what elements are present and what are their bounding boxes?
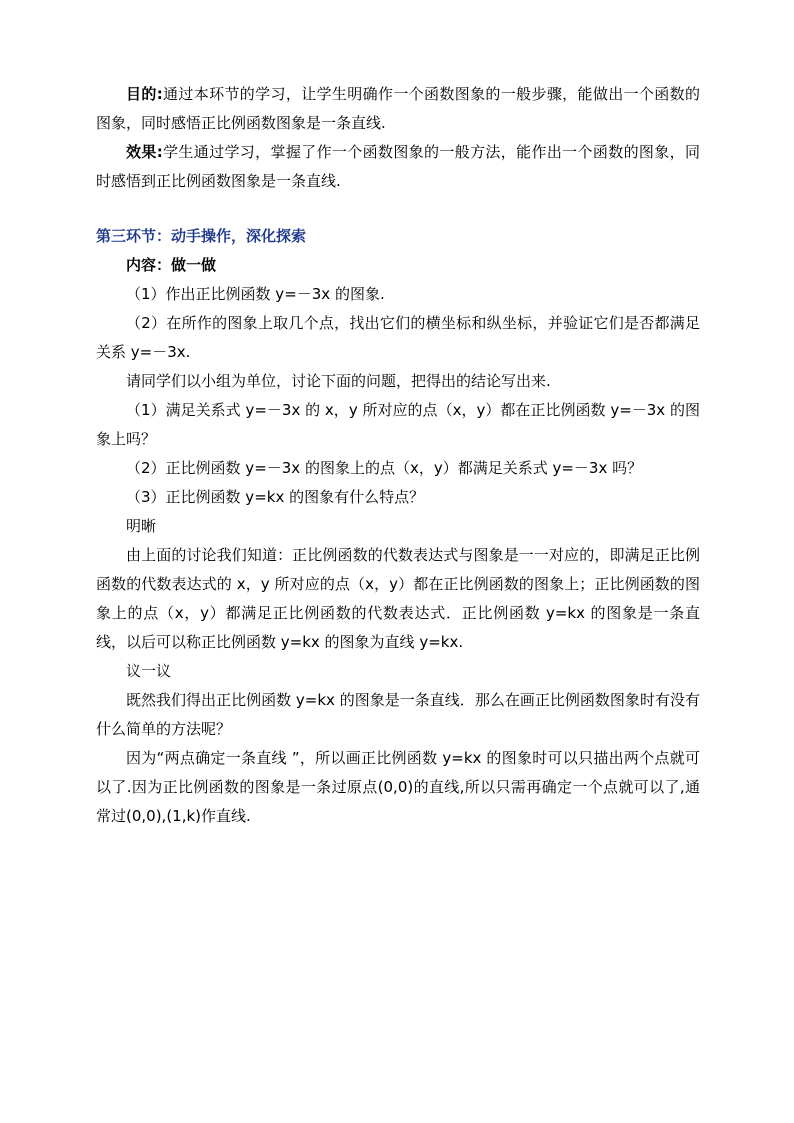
effect-label: 效果: [126, 143, 163, 161]
document-page [96, 80, 700, 831]
clarify-label: 明晰 [126, 517, 157, 535]
discuss-label: 议一议 [126, 662, 172, 680]
section-title: 第三环节：动手操作，深化探索 [96, 227, 307, 245]
clarify-text: 由上面的讨论我们知道：正比例函数的代数表达式与图象是一一对应的，即满足正比例函数的代数表达式的 x，y 所对应的点（x，y）都在正比例函数的图象上；正比例函数的图象上的点（x，y）都满足正比例函数的代数表达式．正比例函数 y=kx 的图象是一条直线，以后可以称正比例函数 y=kx 的图象为直线 y=kx. [96, 546, 700, 651]
purpose-text: 通过本环节的学习，让学生明确作一个函数图象的一般步骤，能做出一个函数的图象，同时感悟正比例函数图象是一条直线. [96, 85, 700, 132]
effect-text: 学生通过学习，掌握了作一个函数图象的一般方法，能作出一个函数的图象，同时感悟到正比例函数图象是一条直线. [96, 143, 700, 190]
content-label: 内容：做一做 [126, 256, 217, 274]
discuss-text: 既然我们得出正比例函数 y=kx 的图象是一条直线．那么在画正比例函数图象时有没有什么简单的方法呢？ [96, 691, 700, 738]
group-intro: 请同学们以小组为单位，讨论下面的问题，把得出的结论写出来. [126, 372, 551, 390]
task-1: （1）作出正比例函数 y=－3x 的图象. [126, 285, 385, 303]
question-3: （3）正比例函数 y=kx 的图象有什么特点？ [126, 488, 425, 506]
purpose-paragraph [96, 80, 700, 138]
spacer [96, 196, 700, 206]
purpose-label: 目的: [126, 85, 163, 103]
answer-text: 因为“两点确定一条直线 ”，所以画正比例函数 y=kx 的图象时可以只描出两个点就可以了.因为正比例函数的图象是一条过原点(0,0)的直线,所以只需再确定一个点就可以了,通常过(0,0),(1,k)作直线. [96, 749, 700, 825]
task-2: （2）在所作的图象上取几个点，找出它们的横坐标和纵坐标，并验证它们是否都满足关系 y=－3x. [96, 314, 700, 361]
question-1: （1）满足关系式 y=－3x 的 x，y 所对应的点（x，y）都在正比例函数 y=－3x 的图象上吗？ [96, 401, 700, 448]
effect-paragraph [96, 138, 700, 196]
question-2: （2）正比例函数 y=－3x 的图象上的点（x，y）都满足关系式 y=－3x 吗？ [126, 459, 643, 477]
